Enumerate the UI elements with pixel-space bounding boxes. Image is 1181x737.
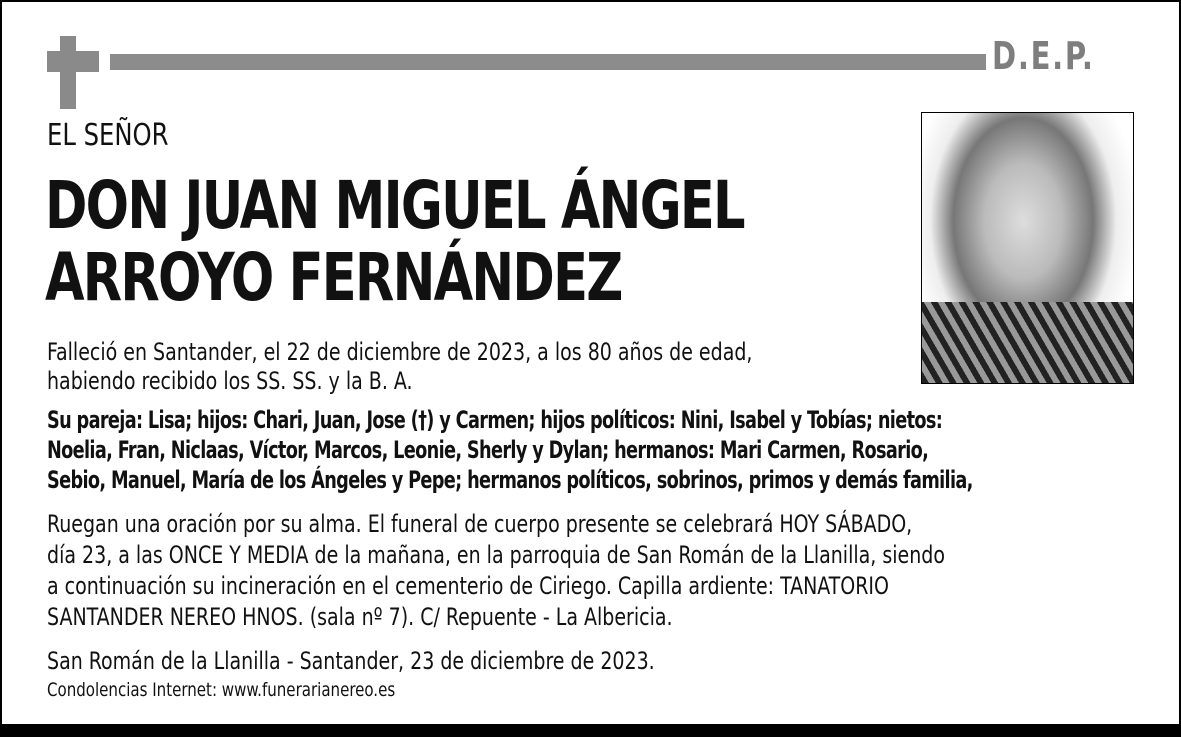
portrait-photo xyxy=(921,112,1134,384)
deceased-name xyxy=(45,167,744,316)
funeral-line: SANTANDER NEREO HNOS. (sala nº 7). C/ Repuente - La Albericia. xyxy=(47,603,673,631)
bottom-rule xyxy=(0,724,1181,737)
cross-icon xyxy=(60,36,76,109)
death-line: habiendo recibido los SS. SS. y la B. A. xyxy=(47,367,413,395)
name-line: DON JUAN MIGUEL ÁNGEL xyxy=(45,167,744,244)
condolences: Condolencias Internet: www.funerarianereo.es xyxy=(47,679,396,701)
family-line: Sebio, Manuel, María de los Ángeles y Pepe; hermanos políticos, sobrinos, primos y demás familia, xyxy=(47,466,973,494)
name-line: ARROYO FERNÁNDEZ xyxy=(45,239,622,316)
funeral-line: día 23, a las ONCE Y MEDIA de la mañana, en la parroquia de San Román de la Llanilla, siendo xyxy=(47,541,945,569)
place-date: San Román de la Llanilla - Santander, 23 de diciembre de 2023. xyxy=(47,647,655,675)
death-line: Falleció en Santander, el 22 de diciembre de 2023, a los 80 años de edad, xyxy=(47,338,753,366)
funeral-line: a continuación su incineración en el cementerio de Ciriego. Capilla ardiente: TANATORIO xyxy=(47,572,889,600)
dep-label: D.E.P. xyxy=(992,34,1095,78)
cross-icon-arm xyxy=(47,51,99,72)
prefix: EL SEÑOR xyxy=(47,118,169,153)
family-line: Su pareja: Lisa; hijos: Chari, Juan, Jose (†) y Carmen; hijos políticos: Nini, Isabel y Tobías; nietos: xyxy=(47,406,943,434)
header-rule xyxy=(110,54,986,70)
family-line: Noelia, Fran, Niclaas, Víctor, Marcos, Leonie, Sherly y Dylan; hermanos: Mari Carmen, Rosario, xyxy=(47,436,929,464)
funeral-line: Ruegan una oración por su alma. El funeral de cuerpo presente se celebrará HOY SÁBADO, xyxy=(47,510,913,538)
